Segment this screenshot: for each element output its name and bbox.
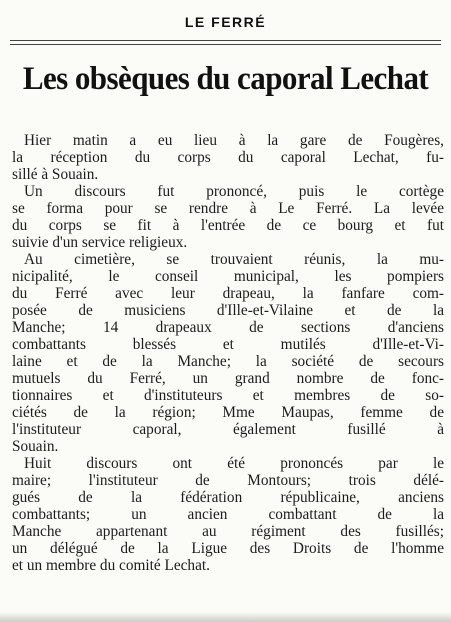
scan-edge-shadow <box>0 612 451 622</box>
article-line: laine et de la Manche; la société de secours <box>12 353 444 370</box>
article-line: suivie d'un service religieux. <box>12 234 188 251</box>
article-line: posée de musiciens d'Ille-et-Vilaine et de la <box>12 302 444 319</box>
article-line: et un membre du comité Lechat. <box>12 557 210 574</box>
article-line: l'instituteur caporal, également fusillé à <box>12 421 444 438</box>
article-line: nicipalité, le conseil municipal, les pompiers <box>12 268 444 285</box>
article-line: Manche; 14 drapeaux de sections d'anciens <box>12 319 444 336</box>
section-rubric: LE FERRÉ <box>184 14 267 30</box>
article-line: Au cimetière, se trouvaient réunis, la mu- <box>24 251 444 268</box>
article-line: ciétés de la région; Mme Maupas, femme de <box>12 404 444 421</box>
article-line: gués de la fédération républicaine, anciens <box>12 489 444 506</box>
article-line: du corps se fit à l'entrée de ce bourg et fut <box>12 217 444 234</box>
article-headline: Les obsèques du caporal Lechat <box>22 61 429 97</box>
article-line: maire; l'instituteur de Montours; trois délé- <box>12 472 444 489</box>
article-line: sillé à Souain. <box>12 166 99 183</box>
article-paragraph <box>12 455 444 574</box>
article-line: combattants blessés et mutilés d'Ille-et-Vi- <box>12 336 444 353</box>
article-line: Un discours fut prononcé, puis le cortège <box>24 183 444 200</box>
article-paragraph <box>12 132 444 183</box>
article-line: un délégué de la Ligue des Droits de l'homme <box>12 540 444 557</box>
article-line: Manche appartenant au régiment des fusillés; <box>12 523 444 540</box>
article-paragraph <box>12 251 444 455</box>
article-line: mutuels du Ferré, un grand nombre de fonc- <box>12 370 444 387</box>
article-line: combattants; un ancien combattant de la <box>12 506 444 523</box>
article-line: Hier matin a eu lieu à la gare de Fougères, <box>24 132 444 149</box>
article-line: tionnaires et d'instituteurs et membres de so- <box>12 387 444 404</box>
rubric-rule-bottom <box>10 44 441 45</box>
article-line: la réception du corps du caporal Lechat, fu- <box>12 149 444 166</box>
article-line: Huit discours ont été prononcés par le <box>24 455 444 472</box>
rubric-rule-top <box>10 40 441 41</box>
article-line: se forma pour se rendre à Le Ferré. La levée <box>12 200 444 217</box>
article-line: Souain. <box>12 438 59 455</box>
article-paragraph <box>12 183 444 251</box>
article-body <box>12 132 444 574</box>
article-line: du Ferré avec leur drapeau, la fanfare com- <box>12 285 444 302</box>
